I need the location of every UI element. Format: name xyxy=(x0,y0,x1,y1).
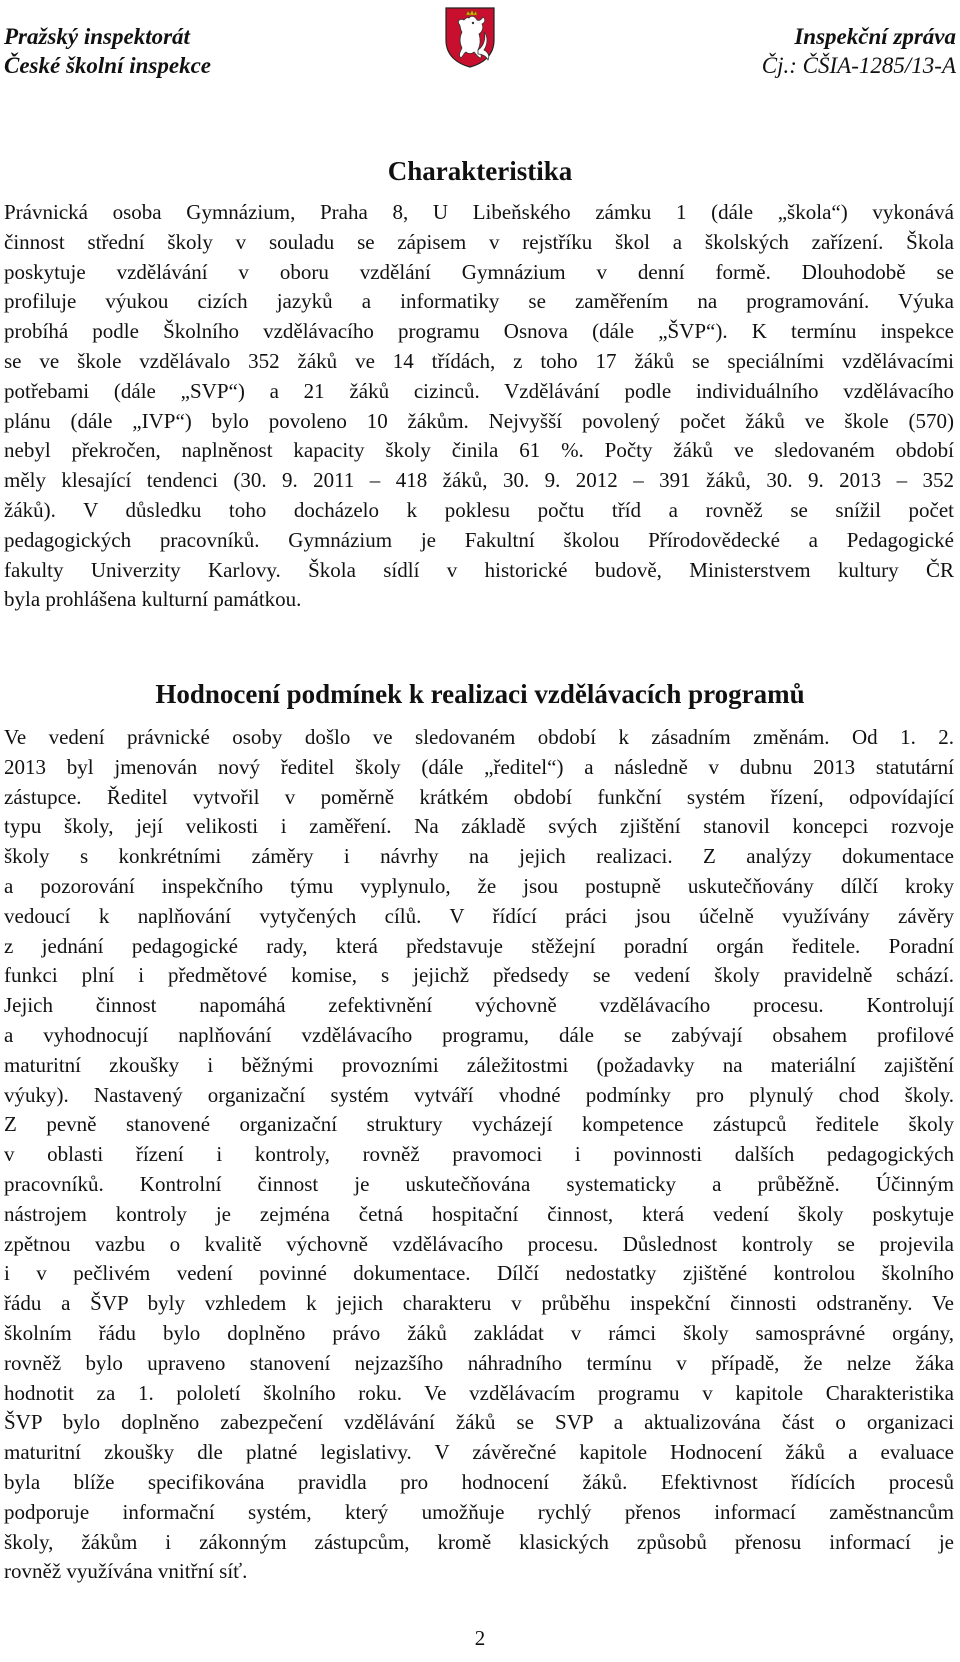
text-line: Z pevně stanovené organizační struktury vycházejí kompetence zástupců ředitele školy xyxy=(4,1112,954,1137)
text-line: potřebami (dále „SVP“) a 21 žáků cizinců. Vzdělávání podle individuálního vzdělávacího xyxy=(4,378,954,403)
section-heading-characteristics: Charakteristika xyxy=(387,156,573,186)
text-line: podporuje informační systém, který umožňuje rychlý přenos informací zaměstnancům xyxy=(4,1499,954,1524)
text-line: žáků). V důsledku toho docházelo k poklesu počtu tříd a rovněž se snížil počet xyxy=(4,497,954,522)
text-line: a pozorování inspekčního týmu vyplynulo, že jsou postupně uskutečňovány dílčí kroky xyxy=(4,873,954,898)
text-line: byla prohlášena kulturní památkou. xyxy=(4,587,302,612)
text-line: profiluje výukou cizích jazyků a informatiky se zaměřením na programování. Výuka xyxy=(4,289,954,314)
text-line: funkci plní i předmětové komise, s jejichž předsedy se vedení školy pravidelně schází. xyxy=(4,963,954,988)
text-line: fakulty Univerzity Karlovy. Škola sídlí v historické budově, Ministerstvem kultury ČR xyxy=(4,557,954,582)
text-line: pracovníků. Kontrolní činnost je uskutečňována systematicky a průběžně. Účinným xyxy=(4,1171,954,1196)
text-line: pedagogických pracovníků. Gymnázium je Fakultní školou Přírodovědecké a Pedagogické xyxy=(4,527,954,552)
text-line: řádu a ŠVP byly vzhledem k jejich charakteru v průběhu inspekční činnosti odstraněny. Ve xyxy=(4,1291,954,1316)
section-heading-conditions: Hodnocení podmínek k realizaci vzdělávacích programů xyxy=(155,679,805,709)
text-line: činnost střední školy v souladu se zápisem v rejstříku škol a školských zařízení. Škola xyxy=(4,229,954,254)
text-line: Jejich činnost napomáhá zefektivnění výchovně vzdělávacího procesu. Kontrolují xyxy=(4,993,954,1018)
text-line: zpětnou vazbu o kvalitě výchovně vzdělávacího procesu. Důslednost kontroly se projevila xyxy=(4,1231,954,1256)
text-line: 2013 byl jmenován nový ředitel školy (dále „ředitel“) a následně v dubnu 2013 statutární xyxy=(4,754,954,779)
text-line: poskytuje vzdělávání v oboru vzdělání Gymnázium v denní formě. Dlouhodobě se xyxy=(4,259,954,284)
text-line: školy, žákům i zákonným zástupcům, kromě klasických způsobů přenosu informací je xyxy=(4,1529,954,1554)
text-line: z jednání pedagogické rady, která představuje stěžejní poradní orgán ředitele. Poradní xyxy=(4,933,954,958)
text-line: ŠVP bylo doplněno zabezpečení vzdělávání žáků se SVP a aktualizována část o organizaci xyxy=(4,1410,954,1435)
header-report-type: Inspekční zpráva xyxy=(794,24,956,49)
text-line: měly klesající tendenci (30. 9. 2011 – 418 žáků, 30. 9. 2012 – 391 žáků, 30. 9. 2013 – 352 xyxy=(4,468,954,493)
text-line: rovněž bylo upraveno stanovení nejzazšího náhradního termínu v případě, že nelze žáka xyxy=(4,1350,954,1375)
text-line: se ve škole vzdělávalo 352 žáků ve 14 třídách, z toho 17 žáků se speciálními vzdělávacími xyxy=(4,348,954,373)
text-line: Ve vedení právnické osoby došlo ve sledovaném období k zásadním změnám. Od 1. 2. xyxy=(4,725,954,749)
page-header xyxy=(0,0,960,100)
text-line: v oblasti řízení i kontroly, rovněž pravomoci i povinnosti dalších pedagogických xyxy=(4,1142,954,1167)
text-line: plánu (dále „IVP“) bylo povoleno 10 žákům. Nejvyšší povolený počet žáků ve škole (570) xyxy=(4,408,954,433)
text-line: hodnotit za 1. pololetí školního roku. Ve vzdělávacím programu v kapitole Charakteristika xyxy=(4,1380,954,1405)
text-line: maturitní zkoušky i běžnými provozními záležitostmi (požadavky na materiální zajištění xyxy=(4,1052,954,1077)
page-number: 2 xyxy=(474,1626,486,1650)
text-line: maturitní zkoušky dle platné legislativy. V závěrečné kapitole Hodnocení žáků a evaluace xyxy=(4,1440,954,1465)
header-issuer-line2: České školní inspekce xyxy=(4,53,211,78)
text-line: probíhá podle Školního vzdělávacího programu Osnova (dále „ŠVP“). K termínu inspekce xyxy=(4,319,954,344)
text-line: typu školy, její velikosti i zaměření. Na základě svých zjištění stanovil koncepci rozvoje xyxy=(4,814,954,839)
text-line: nebyl překročen, naplněnost kapacity školy činila 61 %. Počty žáků ve sledovaném období xyxy=(4,438,954,463)
conditions-paragraph xyxy=(4,723,954,1587)
text-line: školním řádu bylo doplněno právo žáků zakládat v rámci školy samosprávné orgány, xyxy=(4,1320,954,1345)
text-line: rovněž využívána vnitřní síť. xyxy=(4,1559,248,1584)
text-line: a vyhodnocují naplňování vzdělávacího programu, dále se zabývají obsahem profilové xyxy=(4,1022,954,1047)
text-line: byla blíže specifikována pravidla pro hodnocení žáků. Efektivnost řídících procesů xyxy=(4,1469,954,1494)
characteristics-paragraph xyxy=(4,198,954,615)
text-line: Právnická osoba Gymnázium, Praha 8, U Libeňského zámku 1 (dále „škola“) vykonává xyxy=(4,200,954,224)
text-line: výuky). Nastavený organizační systém vytváří vhodné podmínky pro plynulý chod školy. xyxy=(4,1082,954,1107)
text-line: školy s konkrétními záměry i návrhy na jejich realizaci. Z analýzy dokumentace xyxy=(4,844,954,869)
header-reference-number: Čj.: ČŠIA-1285/13-A xyxy=(761,53,956,78)
header-issuer xyxy=(4,22,211,80)
header-report-id xyxy=(762,22,956,80)
text-line: i v pečlivém vedení povinné dokumentace. Dílčí nedostatky zjištěné kontrolou školního xyxy=(4,1261,954,1286)
text-line: vedoucí k naplňování vytyčených cílů. V řídící práci jsou účelně využívány závěry xyxy=(4,903,954,928)
text-line: zástupce. Ředitel vytvořil v poměrně krátkém období funkční systém řízení, odpovídající xyxy=(4,784,954,809)
czech-coat-of-arms-icon xyxy=(444,6,496,68)
header-issuer-line1: Pražský inspektorát xyxy=(4,24,190,49)
text-line: nástrojem kontroly je zejména četná hospitační činnost, která vedení školy poskytuje xyxy=(4,1201,954,1226)
